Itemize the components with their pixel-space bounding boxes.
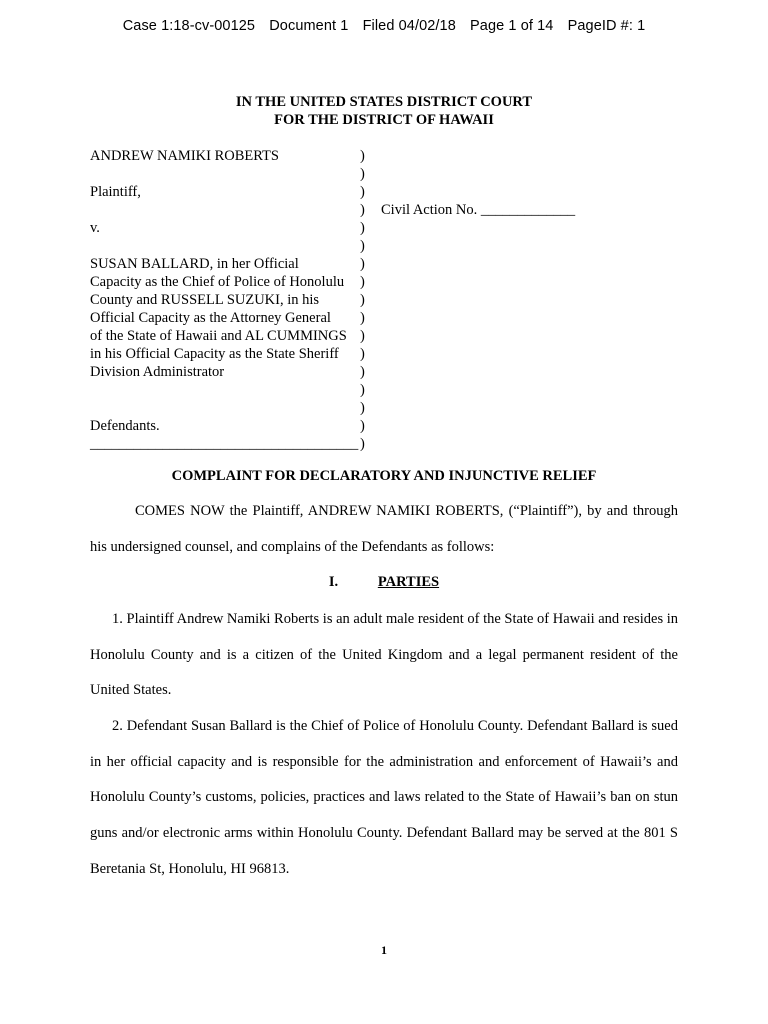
- caption-line: Division Administrator: [90, 364, 225, 380]
- page-number: 1: [381, 943, 387, 957]
- caption-paren: ): [360, 382, 365, 398]
- page-header: [0, 18, 768, 34]
- caption-paren: ): [360, 184, 365, 200]
- paragraph-text: 2. Defendant Susan Ballard is the Chief of Police of Honolulu County. Defendant Ballard is sued in her official capacity and is responsible for the administration and enforcement of Hawaii’s and Honolulu County’s customs, policies, practices and laws related to the State of Hawaii’s ban on stun guns and/or electronic arms within Honolulu County. Defendant Ballard may be served at the 801 S Beretania St, Honolulu, HI 96813.: [90, 718, 678, 877]
- intro-paragraph: [90, 494, 678, 565]
- caption-line: Plaintiff,: [90, 184, 141, 200]
- court-line-2: FOR THE DISTRICT OF HAWAII: [274, 112, 494, 128]
- caption-paren: ): [360, 202, 365, 218]
- caption-paren: ): [360, 292, 365, 308]
- caption-line: _____________________________________: [90, 436, 359, 452]
- paragraph-text: 1. Plaintiff Andrew Namiki Roberts is an adult male resident of the State of Hawaii and resides in Honolulu County and is a citizen of the United Kingdom and a legal permanent resident of the United States.: [90, 611, 678, 699]
- paragraph-2: [90, 709, 678, 888]
- caption-line: Official Capacity as the Attorney General: [90, 310, 331, 326]
- caption-line: of the State of Hawaii and AL CUMMINGS: [90, 328, 347, 344]
- section-number: I.: [328, 574, 339, 590]
- caption-paren: ): [360, 418, 365, 434]
- caption-paren: ): [360, 274, 365, 290]
- court-line-1: IN THE UNITED STATES DISTRICT COURT: [235, 94, 533, 110]
- caption-paren: ): [360, 364, 365, 380]
- caption-paren: ): [360, 148, 365, 164]
- case-number: Case 1:18-cv-00125: [122, 18, 256, 34]
- intro-text: COMES NOW the Plaintiff, ANDREW NAMIKI ROBERTS, (“Plaintiff”), by and through his undersigned counsel, and complains of the Defendants as follows:: [90, 503, 678, 555]
- document-title: COMPLAINT FOR DECLARATORY AND INJUNCTIVE RELIEF: [171, 468, 597, 484]
- caption-line: in his Official Capacity as the State Sheriff: [90, 346, 339, 362]
- document-number: Document 1: [269, 18, 349, 34]
- caption-line: v.: [90, 220, 100, 236]
- caption-paren: ): [360, 238, 365, 254]
- caption-line: Defendants.: [90, 418, 160, 434]
- caption-line: County and RUSSELL SUZUKI, in his: [90, 292, 320, 308]
- court-heading: [0, 93, 768, 129]
- section-heading: [0, 574, 768, 591]
- caption-paren: ): [360, 346, 365, 362]
- caption-paren: ): [360, 310, 365, 326]
- caption-paren: ): [360, 220, 365, 236]
- caption-paren: ): [360, 328, 365, 344]
- caption-paren: ): [360, 256, 365, 272]
- caption-line: ANDREW NAMIKI ROBERTS: [90, 148, 279, 164]
- caption-paren: ): [360, 166, 365, 182]
- page-indicator: Page 1 of 14: [470, 18, 554, 34]
- caption-line: SUSAN BALLARD, in her Official: [90, 256, 299, 272]
- caption-paren: ): [360, 400, 365, 416]
- page-id: PageID #: 1: [567, 18, 646, 34]
- civil-action-number: Civil Action No. _____________: [381, 202, 576, 218]
- section-title: PARTIES: [377, 574, 440, 590]
- filed-date: Filed 04/02/18: [362, 18, 456, 34]
- caption-line: Capacity as the Chief of Police of Honolulu: [90, 274, 345, 290]
- caption-paren: ): [360, 436, 365, 452]
- paragraph-1: [90, 602, 678, 709]
